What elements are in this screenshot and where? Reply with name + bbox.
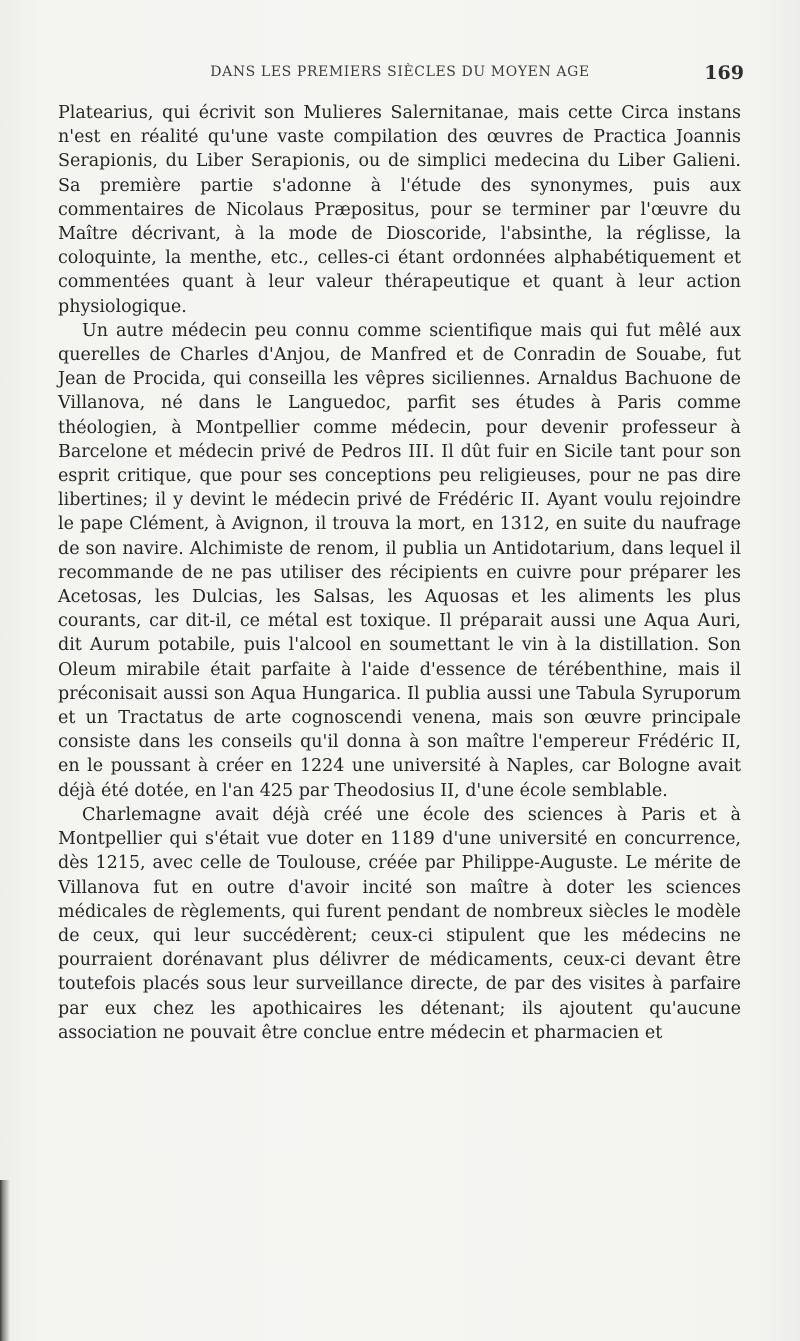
body-text	[58, 101, 741, 1045]
page-number: 169	[704, 62, 744, 84]
paragraph-2: Un autre médecin peu connu comme scientifique mais qui fut mêlé aux querelles de Charles d'Anjou, de Manfred et de Conradin de Souabe, fut Jean de Procida, qui conseilla les vêpres siciliennes. Arnaldus Bachuone de Villanova, né dans le Languedoc, parfit ses études à Paris comme théologien, à Montpellier comme médecin, pour devenir professeur à Barcelone et médecin privé de Pedros III. Il dût fuir en Sicile tant pour son esprit critique, que pour ses conceptions peu religieuses, pour ne pas dire libertines; il y devint le médecin privé de Frédéric II. Ayant voulu rejoindre le pape Clément, à Avignon, il trouva la mort, en 1312, en suite du naufrage de son navire. Alchimiste de renom, il publia un Antidotarium, dans lequel il recommande de ne pas utiliser des récipients en cuivre pour préparer les Acetosas, les Dulcias, les Salsas, les Aquosas et les aliments les plus courants, car dit-il, ce métal est toxique. Il préparait aussi une Aqua Auri, dit Aurum potabile, puis l'alcool en soumettant le vin à la distillation. Son Oleum mirabile était parfaite à l'aide d'essence de térébenthine, mais il préconisait aussi son Aqua Hungarica. Il publia aussi une Tabula Syruporum et un Tractatus de arte cognoscendi venena, mais son œuvre principale consiste dans les conseils qu'il donna à son maître l'empereur Frédéric II, en le poussant à créer en 1224 une université à Naples, car Bologne avait déjà été dotée, en l'an 425 par Theodosius II, d'une école semblable.	[58, 320, 741, 801]
running-header: DANS LES PREMIERS SIÈCLES DU MOYEN AGE	[210, 64, 590, 80]
paragraph-3: Charlemagne avait déjà créé une école des sciences à Paris et à Montpellier qui s'était vue doter en 1189 d'une université en concurrence, dès 1215, avec celle de Toulouse, créée par Philippe-Auguste. Le mérite de Villanova fut en outre d'avoir incité son maître à doter les sciences médicales de règlements, qui furent pendant de nombreux siècles le modèle de ceux, qui leur succédèrent; ceux-ci stipulent que les médecins ne pourraient dorénavant plus délivrer de médicaments, ceux-ci devant être toutefois placés sous leur surveillance directe, de par des visites à parfaire par eux chez les apothicaires les détenant; ils ajoutent qu'aucune association ne pouvait être conclue entre médecin et pharmacien et	[58, 804, 741, 1043]
page-edge-shadow	[0, 1180, 10, 1341]
paragraph-1: Platearius, qui écrivit son Mulieres Salernitanae, mais cette Circa instans n'est en réalité qu'une vaste compilation des œuvres de Practica Joannis Serapionis, du Liber Serapionis, ou de simplici medecina du Liber Galieni. Sa première partie s'adonne à l'étude des synonymes, puis aux commentaires de Nicolaus Præpositus, pour se terminer par l'œuvre du Maître décrivant, à la mode de Dioscoride, l'absinthe, la réglisse, la coloquinte, la menthe, etc., celles-ci étant ordonnées alphabétiquement et commentées quant à leur valeur thérapeutique et quant à leur action physiologique.	[58, 103, 741, 317]
